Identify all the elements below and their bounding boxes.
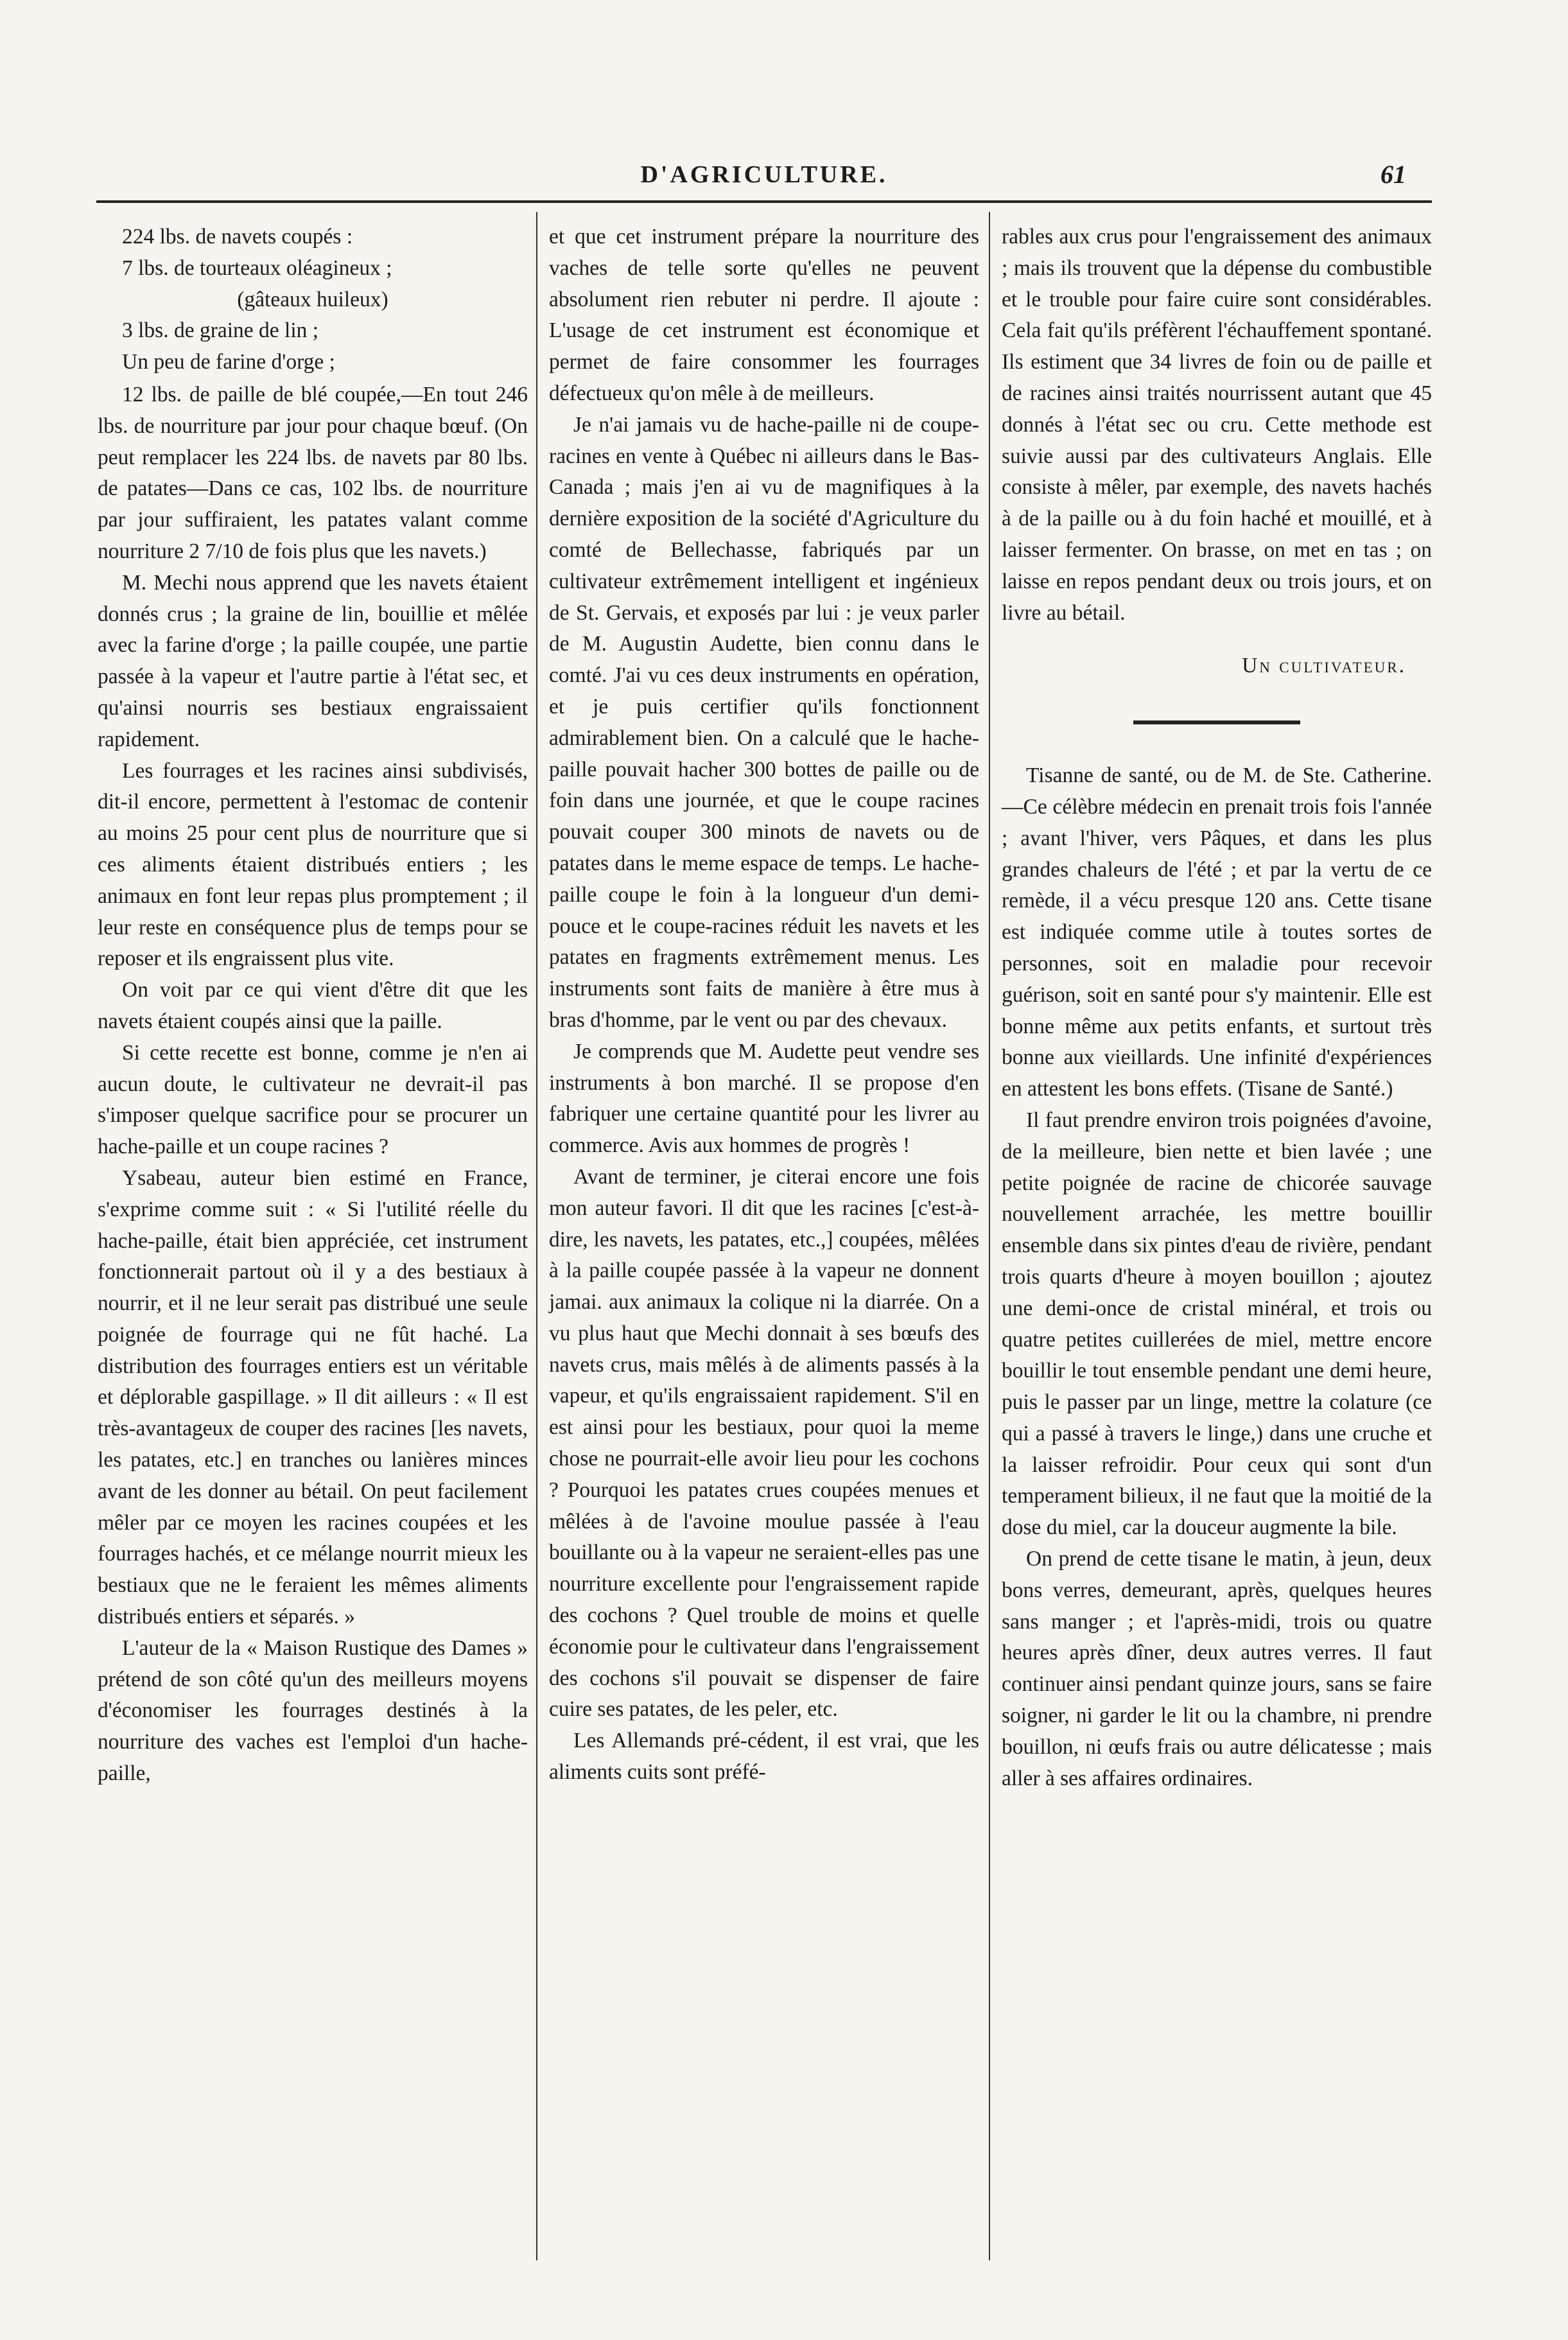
paragraph: Les Allemands pré-cédent, il est vrai, que les aliments cuits sont préfé-	[549, 1729, 979, 1785]
paragraph: et que cet instrument prépare la nourriture des vaches de telle sorte qu'elles ne peuvent absolument rien rebuter ni perdre. Il ajoute : L'usage de cet instrument est économique et permet de faire consommer les fourrages défectueux qu'on mêle à de meilleurs.	[549, 225, 979, 405]
paragraph: Ysabeau, auteur bien estimé en France, s'exprime comme suit : « Si l'utilité réelle du hache-paille, était bien appréciée, cet instrument fonctionnerait partout où il y a des bestiaux à nourrir, et il ne leur serait pas distribué une seule poignée de fourrage qui ne fût haché. La distribution des fourrages entiers est un véritable et déplorable gaspillage. » Il dit ailleurs : « Il est très-avantageux de couper des racines [les navets, les patates, etc.] en tranches ou lanières minces avant de les donner au bétail. On peut facilement mêler par ce moyen les racines coupées et les fourrages hachés, et ce mélange nourrit mieux les bestiaux que ne le feraient les mêmes aliments distribués entiers et séparés. »	[98, 1166, 528, 1629]
list-item: 7 lbs. de tourteaux oléagineux ;	[122, 256, 392, 280]
paragraph: Tisanne de santé, ou de M. de Ste. Catherine.—Ce célèbre médecin en prenait trois fois l'année ; avant l'hiver, vers Pâques, et dans les plus grandes chaleurs de l'été ; et par la vertu de ce remède, il a vécu presque 120 ans. Cette tisane est indiquée comme utile à toutes sortes de personnes, soit en maladie pour recevoir guérison, soit en santé pour s'y maintenir. Elle est bonne même aux petits enfants, et surtout très bonne aux vieillards. Une infinité d'expériences en attestent les bons effets. (Tisane de Santé.)	[1002, 764, 1432, 1101]
text-column-3	[1002, 222, 1432, 1794]
paragraph: Les fourrages et les racines ainsi subdivisés, dit-il encore, permettent à l'estomac de contenir au moins 25 pour cent plus de nourriture que si ces aliments étaient distribués entiers ; les animaux en font leur repas plus promptement ; il leur reste en conséquence plus de temps pour se reposer et ils engraissent plus vite.	[98, 758, 528, 971]
paragraph: 12 lbs. de paille de blé coupée,—En tout 246 lbs. de nourriture par jour pour chaque bœuf. (On peut remplacer les 224 lbs. de navets par 80 lbs. de patates—Dans ce cas, 102 lbs. de nourriture par jour suffiraient, les patates valant comme nourriture 2 7/10 de fois plus que les navets.)	[98, 382, 528, 563]
section-divider	[1133, 720, 1300, 724]
paragraph: L'auteur de la « Maison Rustique des Dames » prétend de son côté qu'un des meilleurs moyens d'économiser les fourrages destinés à la nourriture des vaches est l'emploi d'un hache-paille,	[98, 1636, 528, 1786]
paragraph: Si cette recette est bonne, comme je n'en ai aucun doute, le cultivateur ne devrait-il pas s'imposer quelque sacrifice pour se procurer un hache-paille et un coupe racines ?	[98, 1040, 528, 1159]
paragraph: Je n'ai jamais vu de hache-paille ni de coupe-racines en vente à Québec ni ailleurs dans le Bas-Canada ; mais j'en ai vu de magnifiques à la dernière exposition de la société d'Agriculture du comté de Bellechasse, fabriqués par un cultivateur extrêmement intelligent et ingénieux de St. Gervais, et exposés par lui : je veux parler de M. Augustin Audette, bien connu dans le comté. J'ai vu ces deux instruments en opération, et je puis certifier qu'ils fonctionnent admirablement bien. On a calculé que le hache-paille pouvait hacher 300 bottes de paille ou de foin dans une journée, et que le coupe racines pouvait couper 300 minots de navets ou de patates dans le meme espace de temps. Le hache-paille coupe le foin à la longueur d'un demi-pouce et le coupe-racines réduit les navets et les patates en fragments extrêmement menus. Les instruments sont faits de manière à être mus à bras d'homme, par le vent ou par des chevaux.	[549, 412, 979, 1032]
paragraph: On voit par ce qui vient d'être dit que les navets étaient coupés ainsi que la paille.	[98, 978, 528, 1033]
paragraph: On prend de cette tisane le matin, à jeun, deux bons verres, demeurant, après, quelques heures sans manger ; et l'après-midi, trois ou quatre heures après dîner, deux autres verres. Il faut continuer ainsi pendant quinze jours, sans se faire soigner, ni garder le lit ou la chambre, ni prendre bouillon, ni œufs frais ou autre délicatesse ; mais aller à ses affaires ordinaires.	[1002, 1547, 1432, 1790]
page-number: 61	[1381, 160, 1406, 189]
text-column-1	[98, 222, 528, 1790]
list-item: 224 lbs. de navets coupés :	[122, 225, 353, 249]
paragraph: Avant de terminer, je citerai encore une fois mon auteur favori. Il dit que les racines [c'est-à-dire, les navets, les patates, etc.,] coupées, mêlées à la paille coupée passée à la vapeur ne donnent jamai. aux animaux la colique ni la diarrée. On a vu plus haut que Mechi donnait à ses bœufs des navets crus, mais mêlés à de aliments passés à la vapeur, et qu'ils engraissaient rapidement. S'il en est ainsi pour les bestiaux, pour quoi la meme chose ne pourrait-elle avoir lieu pour les cochons ? Pourquoi les patates crues coupées menues et mêlées à de l'avoine moulue passée à l'eau bouillante ou à la vapeur ne seraient-elles pas une nourriture excellente pour l'engraissement rapide des cochons ? Quel trouble de moins et quelle économie pour le cultivateur dans l'engraissement des cochons s'il pouvait se dispenser de faire cuire ses patates, de les peler, etc.	[549, 1164, 979, 1722]
paragraph: Je comprends que M. Audette peut vendre ses instruments à bon marché. Il se propose d'en fabriquer une certaine quantité pour les livrer au commerce. Avis aux hommes de progrès !	[549, 1039, 979, 1158]
text-column-2	[549, 222, 979, 1788]
paragraph: rables aux crus pour l'engraissement des animaux ; mais ils trouvent que la dépense du combustible et le trouble pour faire cuire sont considérables. Cela fait qu'ils préfèrent l'échauffement spontané. Ils estiment que 34 livres de foin ou de paille et de racines ainsi traités nourrissent autant que 45 donnés à l'état sec ou cru. Cette methode est suivie aussi par des cultivateurs Anglais. Elle consiste à mêler, par exemple, des navets hachés à de la paille ou à du foin haché et mouillé, et à laisser fermenter. On brasse, on met en tas ; on laisse en repos pendant deux ou trois jours, et on livre au bétail.	[1002, 225, 1432, 625]
column-divider-1	[536, 212, 537, 2260]
paragraph: Il faut prendre environ trois poignées d'avoine, de la meilleure, bien nette et bien lavée ; une petite poignée de racine de chicorée sauvage nouvellement arrachée, les mettre bouillir ensemble dans six pintes d'eau de rivière, pendant trois quarts d'heure à moyen bouillon ; ajoutez une demi-once de cristal minéral, et trois ou quatre petites cuillerées de miel, mettre encore bouillir le tout ensemble pendant une demi heure, puis le passer par un linge, mettre la colature (ce qui a passé à travers le linge,) dans une cruche et la laisser refroidir. Pour ceux qui sont d'un temperament bilieux, il ne faut que la moitié de la dose du miel, car la douceur augmente la bile.	[1002, 1108, 1432, 1540]
running-title: D'AGRICULTURE.	[640, 161, 888, 188]
list-item: Un peu de farine d'orge ;	[122, 350, 335, 374]
list-item: (gâteaux huileux)	[237, 287, 388, 311]
header-rule	[96, 200, 1432, 203]
paragraph: M. Mechi nous apprend que les navets étaient donnés crus ; la graine de lin, bouillie et mêlée avec la farine d'orge ; la paille coupée, une partie passée à la vapeur et l'autre partie à l'état sec, et qu'ainsi nourris ses bestiaux engraissaient rapidement.	[98, 570, 528, 751]
article-signature: Un cultivateur.	[1242, 654, 1406, 678]
page-header	[96, 154, 1432, 199]
column-divider-2	[989, 212, 990, 2260]
feed-ration-list	[98, 222, 528, 378]
list-item: 3 lbs. de graine de lin ;	[122, 319, 319, 343]
